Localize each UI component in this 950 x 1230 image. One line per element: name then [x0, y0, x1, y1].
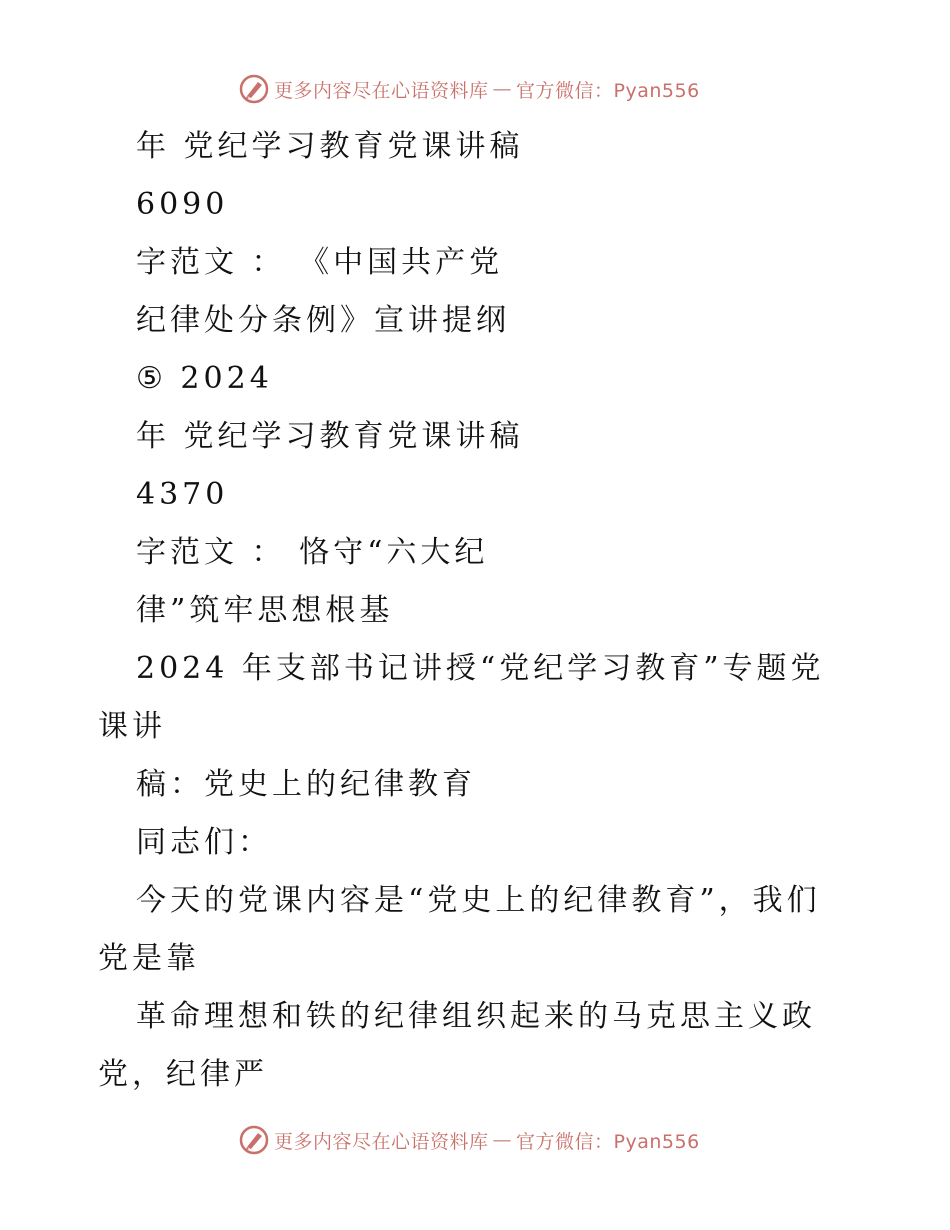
- text-line: 课讲: [98, 709, 166, 744]
- text-line: 党是靠: [98, 941, 200, 976]
- pen-logo-icon: [238, 1124, 270, 1156]
- text-line: 律”筑牢思想根基: [136, 593, 394, 628]
- text-line: 同志们：: [136, 825, 272, 860]
- pen-logo-icon: [238, 73, 270, 105]
- watermark-separator: —: [492, 1129, 513, 1151]
- text-line: 字范文 ： 恪守“六大纪: [136, 535, 489, 570]
- text-line: 6090: [136, 187, 229, 222]
- watermark-text: 更多内容尽在心语资料库: [274, 1130, 489, 1153]
- watermark-separator: —: [492, 78, 513, 100]
- watermark-header: [238, 72, 700, 106]
- watermark-text: 更多内容尽在心语资料库: [274, 79, 489, 102]
- text-line: 纪律处分条例》宣讲提纲: [136, 303, 510, 338]
- text-line: 2024 年支部书记讲授“党纪学习教育”专题党: [136, 651, 825, 686]
- text-line: ⑤ 2024: [136, 361, 273, 396]
- text-line: 年 党纪学习教育党课讲稿: [136, 419, 524, 454]
- text-line: 稿：党史上的纪律教育: [136, 767, 476, 802]
- text-line: 革命理想和铁的纪律组织起来的马克思主义政: [136, 999, 816, 1034]
- text-line: 今天的党课内容是“党史上的纪律教育”，我们: [136, 883, 821, 918]
- text-line: 4370: [136, 477, 229, 512]
- watermark-footer: [238, 1123, 700, 1157]
- text-line: 年 党纪学习教育党课讲稿: [136, 129, 524, 164]
- text-line: 党，纪律严: [98, 1057, 268, 1092]
- watermark-official: 官方微信：Pyan556: [516, 79, 700, 102]
- text-line: 字范文 ： 《中国共产党: [136, 245, 504, 280]
- watermark-official: 官方微信：Pyan556: [516, 1130, 700, 1153]
